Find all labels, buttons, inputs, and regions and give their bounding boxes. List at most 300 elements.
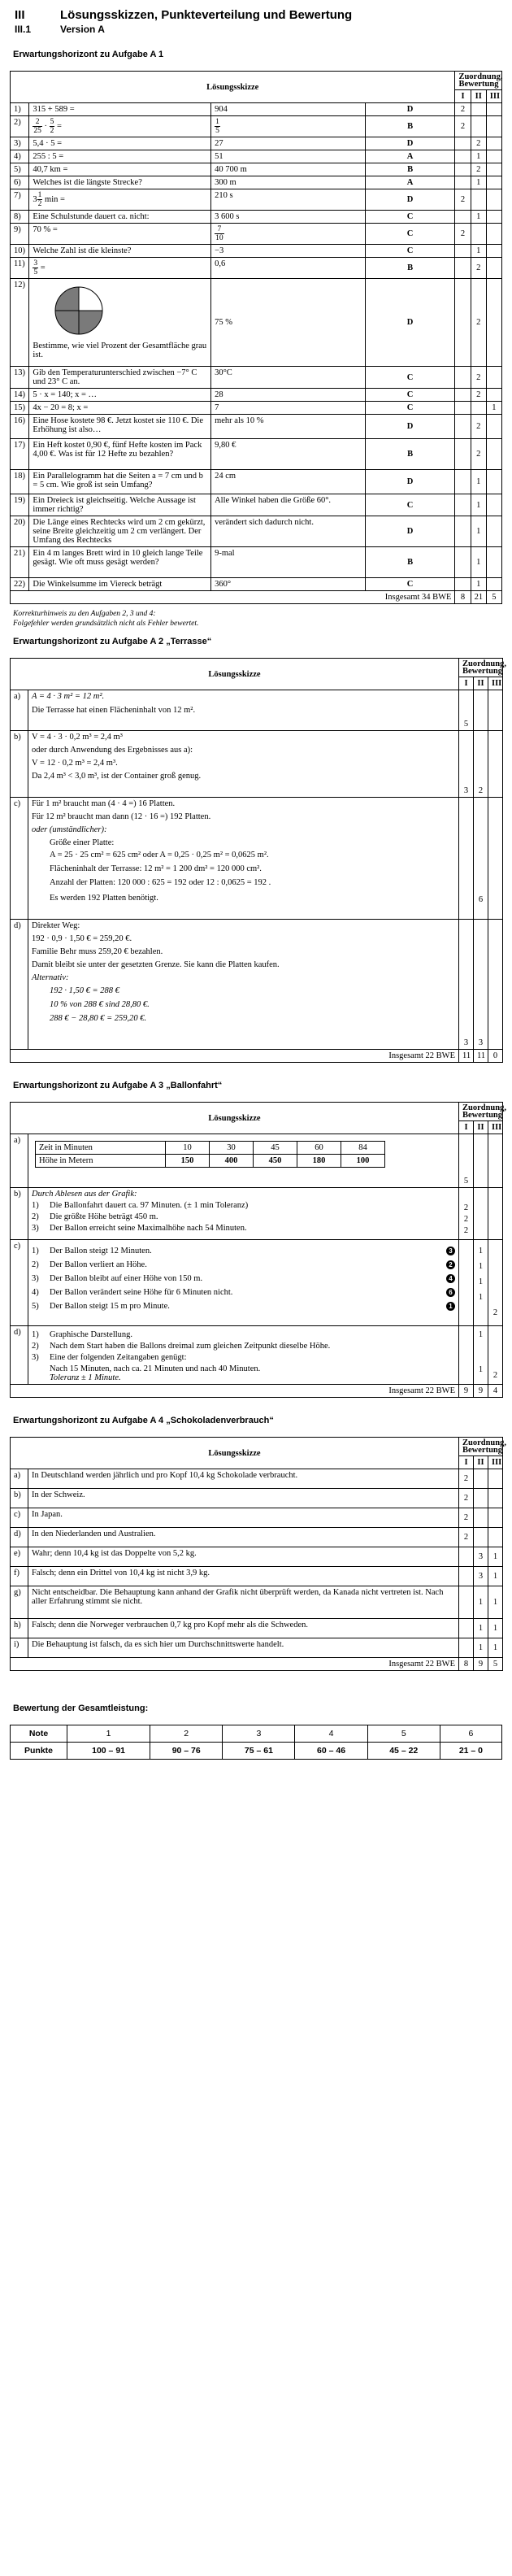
a3-value-table — [35, 1141, 385, 1168]
points-cell: 75 – 61 — [223, 1743, 295, 1760]
a2-row-b — [11, 731, 503, 798]
a4-row-I — [459, 1619, 474, 1638]
a1-row-number: 11) — [11, 258, 29, 279]
a1-row-number: 12) — [11, 279, 29, 367]
a2-d-line7: 10 % von 288 € sind 28,80 €. — [50, 1000, 150, 1009]
a2-a-I: 5 — [459, 690, 474, 731]
a2-b-II: 2 — [474, 731, 488, 798]
a1-row-I: 2 — [455, 116, 471, 137]
a1-row-III — [486, 389, 501, 402]
a3-content-a — [28, 1134, 459, 1188]
a1-header-loesung: Lösungsskizze — [11, 72, 455, 103]
a2-content-b — [28, 731, 459, 798]
a4-row-I: 2 — [459, 1489, 474, 1508]
a4-total-label: Insgesamt 22 BWE — [11, 1658, 459, 1671]
a3-c-item-key: 2) — [32, 1260, 39, 1269]
a3-c-III-value — [492, 1247, 499, 1257]
a1-row-I — [455, 176, 471, 189]
a3-d-III: 2 — [488, 1326, 503, 1385]
a1-row-I — [455, 258, 471, 279]
a1-row-I — [455, 279, 471, 367]
a1-row-I — [455, 163, 471, 176]
a2-content-c — [28, 798, 459, 920]
a2-b-line2: oder durch Anwendung des Ergebnisses aus a): — [32, 746, 193, 755]
a1-row-category: B — [365, 439, 455, 470]
a1-row-number: 6) — [11, 176, 29, 189]
a1-row-I — [455, 415, 471, 439]
points-cell: 60 – 46 — [295, 1743, 367, 1760]
a4-row-label: i) — [11, 1638, 28, 1658]
a4-title: Erwartungshorizont zu Aufgabe A 4 „Schokoladenverbrauch“ — [13, 1416, 274, 1425]
a3-c-item-key: 4) — [32, 1288, 39, 1297]
a2-header-I: I — [459, 677, 474, 690]
a3-c-II-value — [477, 1308, 484, 1319]
subheading-number: III.1 — [15, 24, 32, 35]
a2-b-line3: V = 12 · 0,2 m³ = 2,4 m³. — [32, 759, 118, 768]
a1-header-III: III — [486, 90, 501, 103]
grading-table — [10, 1725, 502, 1760]
a1-row-task: $\frac{3}{5}$ = — [29, 258, 211, 279]
a1-row-I — [455, 494, 471, 516]
a1-row-task: Die Länge eines Rechtecks wird um 2 cm gekürzt, seine Breite gleichzeitig um 2 cm verlängert. Der Umfang des Rechtecks — [29, 516, 211, 547]
a1-row-I — [455, 516, 471, 547]
a3-d-sub1: Nach 15 Minuten, nach ca. 21 Minuten und nach 40 Minuten. — [50, 1364, 261, 1373]
grade-cell: 2 — [150, 1725, 223, 1743]
a4-row — [11, 1547, 503, 1567]
a1-row-category: B — [365, 163, 455, 176]
a3-content-c — [28, 1240, 459, 1326]
a3-c-item-text: Der Ballon verändert seine Höhe für 6 Minuten nicht. — [50, 1288, 233, 1297]
grading-title: Bewertung der Gesamtleistung: — [13, 1704, 149, 1713]
a1-row-number: 9) — [11, 224, 29, 245]
a1-row-category: C — [365, 367, 455, 389]
subheading-title: Version A — [60, 24, 105, 35]
a1-row-III: 1 — [486, 402, 501, 415]
a2-label-d: d) — [11, 920, 28, 1050]
a1-row-II — [471, 189, 486, 211]
a3-c-item-text: Der Ballon bleibt auf einer Höhe von 150 m. — [50, 1274, 203, 1283]
a1-row-task: Eine Schulstunde dauert ca. nicht: — [29, 211, 211, 224]
a1-row-category: C — [365, 402, 455, 415]
a3-c-item-text: Der Ballon steigt 15 m pro Minute. — [50, 1302, 170, 1311]
a1-row-task: Ein Heft kostet 0,90 €, fünf Hefte kosten im Pack 4,00 €. Was ist für 12 Hefte zu bezahlen? — [29, 439, 211, 470]
a1-row-I — [455, 245, 471, 258]
a2-c-line2: Für 12 m² braucht man dann (12 · 16 =) 192 Platten. — [32, 812, 211, 821]
a1-row-number: 7) — [11, 189, 29, 211]
a3-total-III: 4 — [488, 1385, 503, 1398]
a1-row-II: 1 — [471, 547, 486, 578]
grade-cell: 6 — [440, 1725, 501, 1743]
a1-row-number: 18) — [11, 470, 29, 494]
a1-row-answer: $\frac{1}{5}$ — [211, 116, 366, 137]
a1-row-III — [486, 279, 501, 367]
a4-row — [11, 1586, 503, 1619]
a1-total-row — [11, 591, 502, 604]
a1-row-category: D — [365, 516, 455, 547]
a1-row-III — [486, 150, 501, 163]
a4-row-II — [474, 1469, 488, 1489]
a1-row-category: D — [365, 279, 455, 367]
a1-row-task: Gib den Temperaturunterschied zwischen −7° C und 23° C an. — [29, 367, 211, 389]
a1-row-number: 19) — [11, 494, 29, 516]
a1-row — [11, 578, 502, 591]
a4-row-II: 1 — [474, 1638, 488, 1658]
a1-note-line-2: Folgefehler werden grundsätzlich nicht als Fehler bewertet. — [13, 620, 199, 628]
a1-row-task: 3 $\frac{1}{2}$ min = — [29, 189, 211, 211]
a1-row-II: 1 — [471, 470, 486, 494]
a3-d-II: 1 1 — [474, 1326, 488, 1385]
a4-row-I — [459, 1547, 474, 1567]
a4-row-I — [459, 1586, 474, 1619]
a4-row-text: Falsch; denn ein Drittel von 10,4 kg ist nicht 3,9 kg. — [28, 1567, 459, 1586]
a4-total-III: 5 — [488, 1658, 503, 1671]
a2-header-III: III — [488, 677, 503, 690]
a2-total-I: 11 — [459, 1050, 474, 1063]
a4-row — [11, 1619, 503, 1638]
a3-c-item-key: 5) — [32, 1302, 39, 1311]
a1-row-answer: verändert sich dadurch nicht. — [211, 516, 366, 547]
a2-c-line1: Für 1 m² braucht man (4 · 4 =) 16 Platten. — [32, 799, 176, 808]
a3-value-row-height — [36, 1155, 385, 1168]
grey-circle-figure — [54, 285, 104, 336]
a4-row-text: In Japan. — [28, 1508, 459, 1528]
a3-c-II-value: 1 — [478, 1247, 484, 1255]
a4-row-II — [474, 1508, 488, 1528]
a1-row-task: Ein Dreieck ist gleichseitig. Welche Aussage ist immer richtig? — [29, 494, 211, 516]
a1-row-II — [471, 224, 486, 245]
a4-row-III: 1 — [488, 1586, 503, 1619]
a2-row-d — [11, 920, 503, 1050]
points-cell: 21 – 0 — [440, 1743, 501, 1760]
a1-row — [11, 150, 502, 163]
a1-row-number: 10) — [11, 245, 29, 258]
a3-a-I: 5 — [459, 1134, 474, 1188]
a4-row-label: d) — [11, 1528, 28, 1547]
a4-row-I: 2 — [459, 1469, 474, 1489]
a1-header-II: II — [471, 90, 486, 103]
a1-header-zuordnung: Zuordnung, Bewertung — [455, 72, 502, 90]
a3-header-zuordnung: Zuordnung, Bewertung — [459, 1103, 503, 1121]
a1-total-label: Insgesamt 34 BWE — [11, 591, 455, 604]
a1-row — [11, 245, 502, 258]
a1-row — [11, 439, 502, 470]
a1-row — [11, 258, 502, 279]
a1-row-II: 2 — [471, 367, 486, 389]
grade-cell: 4 — [295, 1725, 367, 1743]
a4-row-III: 1 — [488, 1567, 503, 1586]
a4-row-III — [488, 1508, 503, 1528]
a3-total-label: Insgesamt 22 BWE — [11, 1385, 459, 1398]
a1-row-task: 70 % = — [29, 224, 211, 245]
a1-table — [10, 71, 502, 604]
grading-note-label: Note — [11, 1725, 67, 1743]
a3-c-item — [32, 1260, 455, 1269]
a1-row-number: 20) — [11, 516, 29, 547]
a4-row-label: h) — [11, 1619, 28, 1638]
main-heading — [15, 8, 502, 22]
a1-note-line-1: Korrekturhinweis zu den Aufgaben 2, 3 und 4: — [13, 610, 156, 618]
a4-row-label: a) — [11, 1469, 28, 1489]
a1-row-answer: Alle Winkel haben die Größe 60°. — [211, 494, 366, 516]
a1-total-III: 5 — [486, 591, 501, 604]
a4-total-row — [11, 1658, 503, 1671]
a2-b-I: 3 — [459, 731, 474, 798]
a4-row — [11, 1489, 503, 1508]
a1-row-answer: 30°C — [211, 367, 366, 389]
a3-cell: 150 — [166, 1155, 210, 1168]
a3-label-a: a) — [11, 1134, 28, 1188]
a2-label-c: c) — [11, 798, 28, 920]
a3-total-row — [11, 1385, 503, 1398]
pie-quarter — [55, 311, 79, 334]
a3-cell: 45 — [254, 1142, 297, 1155]
a4-row-II: 3 — [474, 1567, 488, 1586]
a1-row-task: 5,4 · 5 = — [29, 137, 211, 150]
a1-row-III — [486, 163, 501, 176]
a2-header-II: II — [474, 677, 488, 690]
a1-row-task: 4x − 20 = 8; x = — [29, 402, 211, 415]
a1-row-II: 1 — [471, 176, 486, 189]
a1-title: Erwartungshorizont zu Aufgabe A 1 — [13, 50, 164, 59]
a1-row — [11, 137, 502, 150]
a1-row-I — [455, 211, 471, 224]
a4-row — [11, 1508, 503, 1528]
a3-b-I: 2 2 2 — [459, 1188, 474, 1240]
a2-d-line4: Damit bleibt sie unter der gesetzten Grenze. Sie kann die Platten kaufen. — [32, 960, 280, 969]
a1-row-task — [29, 279, 211, 367]
a1-row-II: 1 — [471, 578, 486, 591]
a4-row-text: In den Niederlanden und Australien. — [28, 1528, 459, 1547]
a2-d-line8: 288 € − 28,80 € = 259,20 €. — [50, 1014, 147, 1023]
graph-marker-icon: 6 — [446, 1288, 455, 1297]
graph-marker-icon: 2 — [446, 1260, 455, 1269]
a4-row-I — [459, 1638, 474, 1658]
a1-row-task: Ein 4 m langes Brett wird in 10 gleich lange Teile gesägt. Wie oft muss gesägt werden? — [29, 547, 211, 578]
a2-label-b: b) — [11, 731, 28, 798]
a2-total-II: 11 — [474, 1050, 488, 1063]
a2-d-line3: Familie Behr muss 259,20 € bezahlen. — [32, 947, 163, 956]
a4-header-I: I — [459, 1456, 474, 1469]
a1-total-II: 21 — [471, 591, 486, 604]
a2-total-row — [11, 1050, 503, 1063]
a1-row-II: 2 — [471, 439, 486, 470]
a1-row-answer: 904 — [211, 103, 366, 116]
a1-row-III — [486, 137, 501, 150]
a4-row-text: In der Schweiz. — [28, 1489, 459, 1508]
a3-cell: Höhe in Metern — [36, 1155, 166, 1168]
a1-row-II: 2 — [471, 415, 486, 439]
a1-row-category: C — [365, 211, 455, 224]
a3-c-item — [32, 1247, 455, 1255]
a3-c-item — [32, 1288, 455, 1297]
graph-marker-icon: 1 — [446, 1302, 455, 1311]
a1-row-answer: 3 600 s — [211, 211, 366, 224]
a3-c-item-text: Der Ballon steigt 12 Minuten. — [50, 1247, 152, 1255]
a1-row-I — [455, 578, 471, 591]
a4-row-label: c) — [11, 1508, 28, 1528]
a3-c-II — [474, 1240, 488, 1326]
a3-b-item: 2) Die größte Höhe beträgt 450 m. — [32, 1212, 158, 1221]
a3-label-d: d) — [11, 1326, 28, 1385]
grading-row-notes — [11, 1725, 502, 1743]
a4-row-II — [474, 1528, 488, 1547]
a1-row-category: C — [365, 389, 455, 402]
a4-row-text: Nicht entscheidbar. Die Behauptung kann anhand der Grafik nicht überprüft werden, da Kanada nicht vertreten ist. Nach aller Erfahrung stimmt sie nicht. — [28, 1586, 459, 1619]
a1-row-II: 2 — [471, 279, 486, 367]
a1-row-I — [455, 367, 471, 389]
a4-header-loesung: Lösungsskizze — [11, 1438, 459, 1469]
a2-c-II: 6 — [474, 798, 488, 920]
a4-row-text: Falsch; denn die Norweger verbrauchen 0,7 kg pro Kopf mehr als die Schweden. — [28, 1619, 459, 1638]
a1-row-number: 8) — [11, 211, 29, 224]
a1-row-number: 15) — [11, 402, 29, 415]
a1-row-number: 14) — [11, 389, 29, 402]
a1-row-II: 1 — [471, 245, 486, 258]
a4-header-III: III — [488, 1456, 503, 1469]
a1-row-task: $\frac{2}{25}$ · $\frac{5}{2}$ = — [29, 116, 211, 137]
pie-quarter — [79, 311, 102, 334]
a1-row-III — [486, 470, 501, 494]
a2-c-line8: Es werden 192 Platten benötigt. — [50, 894, 158, 903]
a1-row-II: 2 — [471, 389, 486, 402]
a1-row-category: D — [365, 415, 455, 439]
a1-row-answer: 24 cm — [211, 470, 366, 494]
a1-row — [11, 211, 502, 224]
a1-total-I: 8 — [455, 591, 471, 604]
a1-row-answer: 9-mal — [211, 547, 366, 578]
a1-row-I — [455, 439, 471, 470]
a4-table — [10, 1437, 506, 1671]
a1-row-number: 5) — [11, 163, 29, 176]
a2-c-line7: Anzahl der Platten: 120 000 : 625 = 192 oder 12 : 0,0625 = 192 . — [50, 878, 271, 887]
a1-row-answer: 27 — [211, 137, 366, 150]
a3-content-d — [28, 1326, 459, 1385]
grade-cell: 1 — [67, 1725, 150, 1743]
a4-row-II — [474, 1489, 488, 1508]
heading-number: III — [15, 8, 25, 22]
a2-d-II: 3 — [474, 920, 488, 1050]
a4-row-I — [459, 1567, 474, 1586]
a1-row-task: 40,7 km = — [29, 163, 211, 176]
a4-row-III: 1 — [488, 1638, 503, 1658]
a3-c-II-value: 1 — [478, 1293, 484, 1302]
a3-header-loesung: Lösungsskizze — [11, 1103, 459, 1134]
a1-row-category: A — [365, 176, 455, 189]
a2-table — [10, 658, 506, 1063]
a1-row — [11, 176, 502, 189]
a2-header-loesung: Lösungsskizze — [11, 659, 459, 690]
a1-row-category: B — [365, 116, 455, 137]
a1-row-II: 2 — [471, 163, 486, 176]
a2-d-line6: 192 · 1,50 € = 288 € — [50, 986, 119, 995]
a3-cell: 60 — [297, 1142, 341, 1155]
a1-row-number: 16) — [11, 415, 29, 439]
pie-quarter — [79, 287, 102, 311]
a3-row-d — [11, 1326, 503, 1385]
a3-d-sub2: Toleranz ± 1 Minute. — [50, 1373, 121, 1382]
points-cell: 90 – 76 — [150, 1743, 223, 1760]
a1-row-12-text: Bestimme, wie viel Prozent der Gesamtfläche grau ist. — [33, 342, 207, 359]
a1-row-task: Eine Hose kostete 98 €. Jetzt kostet sie 110 €. Die Erhöhung ist also… — [29, 415, 211, 439]
a3-cell: 450 — [254, 1155, 297, 1168]
a1-row-number: 1) — [11, 103, 29, 116]
grading-row-points — [11, 1743, 502, 1760]
a3-b-item: 1) Die Ballonfahrt dauert ca. 97 Minuten. (± 1 min Toleranz) — [32, 1201, 249, 1210]
a3-cell: 400 — [210, 1155, 254, 1168]
a4-row-text: In Deutschland werden jährlich und pro Kopf 10,4 kg Schokolade verbraucht. — [28, 1469, 459, 1489]
a1-row-II: 1 — [471, 516, 486, 547]
points-cell: 100 – 91 — [67, 1743, 150, 1760]
sub-heading — [15, 24, 502, 35]
a3-content-b — [28, 1188, 459, 1240]
a3-c-II-value: 1 — [478, 1262, 484, 1271]
a3-d-item: 3) Eine der folgenden Zeitangaben genügt: — [32, 1353, 187, 1362]
a4-row-label: e) — [11, 1547, 28, 1567]
a1-row-answer: 75 % — [211, 279, 366, 367]
a2-header-zuordnung: Zuordnung, Bewertung — [459, 659, 503, 677]
a1-row-III — [486, 103, 501, 116]
a1-row-I: 2 — [455, 189, 471, 211]
a1-row-answer: 40 700 m — [211, 163, 366, 176]
a1-row — [11, 367, 502, 389]
a1-row-III — [486, 211, 501, 224]
a4-row — [11, 1638, 503, 1658]
a1-row-category: B — [365, 258, 455, 279]
a3-c-III-value — [492, 1262, 499, 1273]
a4-row — [11, 1528, 503, 1547]
a1-row-II — [471, 103, 486, 116]
a1-row-answer: 9,80 € — [211, 439, 366, 470]
a3-c-III-value: 2 — [492, 1308, 498, 1317]
a1-row-task: 5 · x = 140; x = … — [29, 389, 211, 402]
a3-d-item: 2) Nach dem Start haben die Ballons dreimal zum gleichen Zeitpunkt dieselbe Höhe. — [32, 1342, 331, 1351]
a3-label-b: b) — [11, 1188, 28, 1240]
a3-cell: 10 — [166, 1142, 210, 1155]
a1-row-III — [486, 258, 501, 279]
a1-row-answer: 28 — [211, 389, 366, 402]
a1-row-answer: 300 m — [211, 176, 366, 189]
a1-row — [11, 402, 502, 415]
a1-row-III — [486, 494, 501, 516]
a1-row-II: 2 — [471, 258, 486, 279]
a4-row-III: 1 — [488, 1619, 503, 1638]
a1-row-answer: mehr als 10 % — [211, 415, 366, 439]
a1-row-III — [486, 224, 501, 245]
a1-row — [11, 103, 502, 116]
a4-row — [11, 1567, 503, 1586]
a1-row — [11, 279, 502, 367]
a1-row-task: 255 : 5 = — [29, 150, 211, 163]
a1-row-category: D — [365, 470, 455, 494]
graph-marker-icon: 4 — [446, 1274, 455, 1283]
a3-total-II: 9 — [474, 1385, 488, 1398]
a3-c-item-key: 3) — [32, 1274, 39, 1283]
a1-row-III — [486, 578, 501, 591]
a2-content-d — [28, 920, 459, 1050]
a1-row-number: 21) — [11, 547, 29, 578]
a4-row-text: Wahr; denn 10,4 kg ist das Doppelte von 5,2 kg. — [28, 1547, 459, 1567]
a3-label-c: c) — [11, 1240, 28, 1326]
a4-row-III — [488, 1489, 503, 1508]
a2-a-line2: Die Terrasse hat einen Flächeninhalt von 12 m². — [32, 706, 196, 715]
a2-d-line2: 192 · 0,9 · 1,50 € = 259,20 €. — [32, 934, 132, 943]
a2-d-line1: Direkter Weg: — [32, 921, 80, 930]
a1-row-answer: −3 — [211, 245, 366, 258]
a1-row — [11, 547, 502, 578]
a2-d-line5: Alternativ: — [32, 973, 69, 982]
a1-row — [11, 494, 502, 516]
a1-row-II: 2 — [471, 137, 486, 150]
